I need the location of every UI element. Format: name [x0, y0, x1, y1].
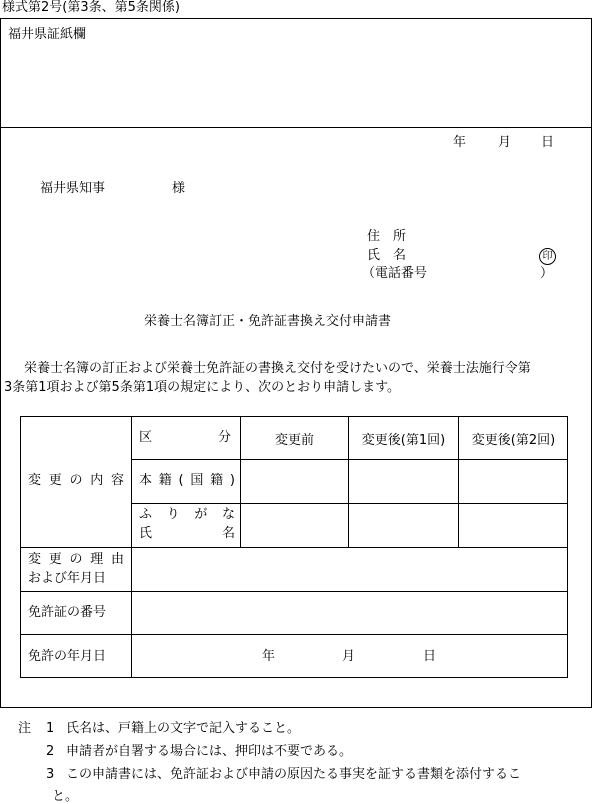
- note-1-number: 1: [46, 721, 55, 736]
- note-3-continuation: と。: [52, 789, 79, 804]
- license-date-month: 月: [342, 649, 356, 664]
- license-date-year: 年: [262, 649, 276, 664]
- seal-mark: [539, 248, 556, 265]
- date-day-label: 日: [541, 135, 555, 150]
- name-label: 氏 名: [367, 248, 407, 263]
- table-hline-header: [131, 459, 568, 460]
- row-label-reason-line2: および年月日: [28, 571, 107, 586]
- license-date-day: 日: [423, 649, 437, 664]
- address-label: 住 所: [367, 229, 407, 244]
- date-month-label: 月: [498, 135, 512, 150]
- note-1-text: 氏名は、戸籍上の文字で記入すること。: [66, 721, 301, 736]
- note-2-number: 2: [46, 744, 55, 759]
- seal-icon: 印: [539, 248, 556, 265]
- phone-label: （電話番号: [362, 266, 428, 281]
- note-3-number: 3: [46, 767, 55, 782]
- table-hline-content: [20, 547, 568, 548]
- row-label-license-date: 免許の年月日: [28, 649, 107, 664]
- table-hline-honseki: [131, 503, 568, 504]
- row-label-reason-line1: 変 更 の 理 由: [28, 552, 124, 567]
- notes-prefix: 注: [18, 721, 32, 736]
- form-number: 様式第2号(第3条、第5条関係): [2, 0, 180, 15]
- note-3-text: この申請書には、免許証および申請の原因たる事実を証する書類を添付するこ: [66, 767, 522, 782]
- change-content-label: 変 更 の 内 容: [28, 473, 124, 488]
- stamp-area-label: 福井県証紙欄: [8, 27, 87, 42]
- col-header-after1: 変更後(第1回): [361, 432, 446, 448]
- stamp-area-divider: [0, 127, 592, 128]
- body-text-line1: 栄養士名簿の訂正および栄養士免許証の書換え交付を受けたいので、栄養士法施行令第: [24, 361, 531, 376]
- document-title: 栄養士名簿訂正・免許証書換え交付申請書: [144, 314, 392, 329]
- table-hline-reason: [20, 591, 568, 592]
- col-header-category: 区 分: [139, 430, 231, 445]
- col-header-before: 変更前: [274, 432, 314, 448]
- note-2-text: 申請者が自署する場合には、押印は不要である。: [66, 744, 353, 759]
- col-header-after2: 変更後(第2回): [471, 432, 556, 448]
- row-label-furigana: ふ り が な: [139, 507, 235, 522]
- row-label-honseki: 本 籍 ( 国 籍 ): [139, 473, 235, 488]
- phone-close: ）: [540, 266, 554, 281]
- row-label-name: 氏 名: [139, 526, 235, 541]
- table-hline-number: [20, 634, 568, 635]
- row-label-license-number: 免許証の番号: [28, 605, 107, 620]
- addressee-name: 福井県知事: [40, 181, 106, 196]
- date-year-label: 年: [453, 135, 467, 150]
- body-text-line2: 3条第1項および第5条第1項の規定により、次のとおり申請します。: [4, 380, 401, 395]
- addressee-honorific: 様: [172, 181, 186, 196]
